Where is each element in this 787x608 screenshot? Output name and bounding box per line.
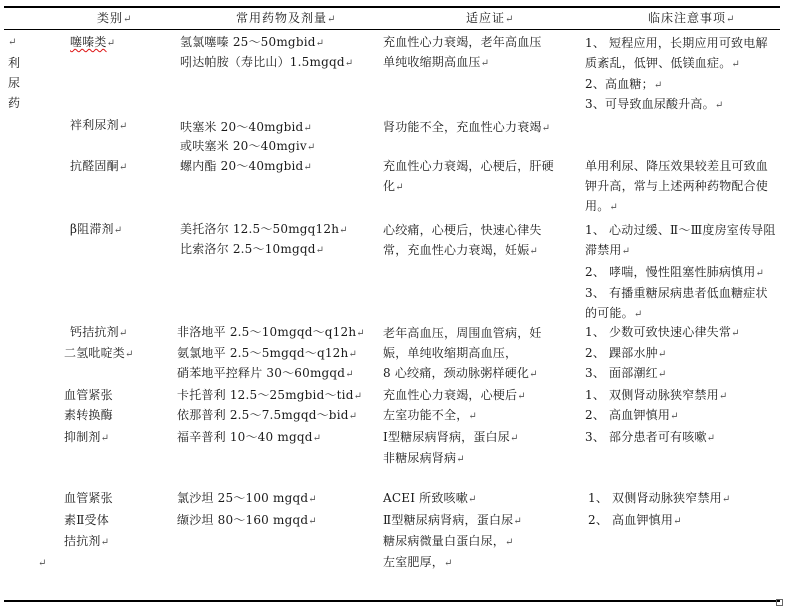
header-drugs: 常用药物及剂量↵ [236,11,337,25]
header-indications: 适应证↵ [466,11,515,25]
category-arb-2: 素Ⅱ受体 [64,513,109,527]
drug-arb-1: 氯沙坦 25～100 mgqd↵ [177,491,317,505]
drug-beta-2: 比索洛尔 2.5～10mgqd↵ [180,242,325,256]
drug-loop-1: 呋塞米 20～40mgbid↵ [180,120,313,134]
header-category: 类别↵ [97,11,133,25]
indication-aldosterone-1: 充血性心力衰竭，心梗后，肝硬化↵ [383,159,554,193]
drug-loop-2: 或呋塞米 20～40mgiv↵ [180,139,316,153]
drug-thiazide-2: 吲达帕胺（寿比山）1.5mgqd↵ [180,55,354,69]
indication-ccb-1: 老年高血压，周围血管病，妊娠，单纯收缩期高血压， [383,326,542,360]
indication-acei-2: 左室功能不全，↵ [383,408,477,422]
indication-arb-4: 左室肥厚，↵ [383,555,453,569]
indication-thiazide-2: 单纯收缩期高血压↵ [383,55,490,69]
header-notes: 临床注意事项↵ [648,11,736,25]
drug-thiazide-1: 氢氯噻嗪 25～50mgbid↵ [180,35,325,49]
indication-ccb-2: 8 心绞痛，颈动脉粥样硬化↵ [383,366,538,380]
indication-beta-1: 心绞痛，心梗后，快速心律失常，充血性心力衰竭，妊娠↵ [383,223,542,257]
table-header-rule [4,29,780,30]
drug-acei-2: 依那普利 2.5～7.5mgqd～bid↵ [177,408,358,422]
note-ccb-1: 1、 少数可致快速心律失常↵ [585,325,740,339]
drug-acei-1: 卡托普利 12.5～25mgbid～tid↵ [177,388,363,402]
note-acei-2: 2、 高血钾慎用↵ [585,408,679,422]
note-ccb-2: 2、 踝部水肿↵ [585,346,667,360]
category-aldosterone: 抗醛固酮↵ [70,159,128,173]
drug-aldosterone-1: 螺内酯 20～40mgbid↵ [180,159,313,173]
note-thiazide-3: 3、可导致血尿酸升高。↵ [585,97,724,111]
indication-thiazide-1: 充血性心力衰竭，老年高血压 [383,35,542,49]
drug-ccb-2: 氨氯地平 2.5～5mgqd～q12h↵ [177,346,358,360]
note-beta-1: 1、 心动过缓、Ⅱ～Ⅲ度房室传导阻滞禁用↵ [585,223,776,257]
note-arb-1: 1、 双侧肾动脉狭窄禁用↵ [588,491,731,505]
category-arb-3: 拮抗剂↵ [64,534,110,548]
note-thiazide-2: 2、高血糖；↵ [585,77,663,91]
drug-ccb-3: 硝苯地平控释片 30～60mgqd↵ [177,366,354,380]
note-beta-2: 2、 哮喘，慢性阻塞性肺病慎用↵ [585,265,765,279]
category-acei-1: 血管紧张 [64,388,113,402]
category-beta-blocker: β阻滞剂↵ [70,222,123,236]
note-ccb-3: 3、 面部潮红↵ [585,366,667,380]
category-acei-3: 抑制剂↵ [64,430,110,444]
table-end-marker [776,599,783,606]
category-ccb-2: 二氢吡啶类↵ [64,346,134,360]
table-top-rule [4,6,780,8]
note-beta-3: 3、 有播重糖尿病患者低血糖症状的可能。↵ [585,286,768,320]
category-thiazide: 噻嗪类↵ [70,35,116,49]
drug-acei-3: 福辛普利 10～40 mgqd↵ [177,430,322,444]
indication-arb-3: 糖尿病微量白蛋白尿，↵ [383,534,514,548]
category-acei-2: 素转换酶 [64,408,113,422]
indication-acei-1: 充血性心力衰竭，心梗后↵ [383,388,526,402]
drug-ccb-1: 非洛地平 2.5～10mgqd～q12h↵ [177,325,365,339]
paragraph-mark: ↵ [38,558,47,569]
drug-beta-1: 美托洛尔 12.5～50mgq12h↵ [180,222,348,236]
category-arb-1: 血管紧张 [64,491,113,505]
note-acei-1: 1、 双侧肾动脉狭窄禁用↵ [585,388,728,402]
category-ccb-1: 钙拮抗剂↵ [70,325,128,339]
note-thiazide-1: 1、 短程应用，长期应用可致电解质紊乱，低钾、低镁血症。↵ [585,36,768,70]
note-arb-2: 2、 高血钾慎用↵ [588,513,682,527]
note-acei-3: 3、 部分患者可有咳嗽↵ [585,430,716,444]
indication-loop-1: 肾功能不全，充血性心力衰竭↵ [383,120,551,134]
indication-acei-4: 非糖尿病肾病↵ [383,451,465,465]
note-aldosterone-1: 单用利尿、降压效果较差且可致血钾升高，常与上述两种药物配合使用。↵ [585,159,769,213]
group-label-diuretics: ↵ 利 尿 药 [8,37,21,110]
indication-acei-3: Ⅰ型糖尿病肾病，蛋白尿↵ [383,430,519,444]
indication-arb-2: Ⅱ型糖尿病肾病，蛋白尿↵ [383,513,522,527]
table-bottom-rule [4,600,780,602]
drug-arb-2: 缬沙坦 80～160 mgqd↵ [177,513,317,527]
category-loop: 袢利尿剂↵ [70,118,128,132]
indication-arb-1: ACEI 所致咳嗽↵ [383,491,477,505]
